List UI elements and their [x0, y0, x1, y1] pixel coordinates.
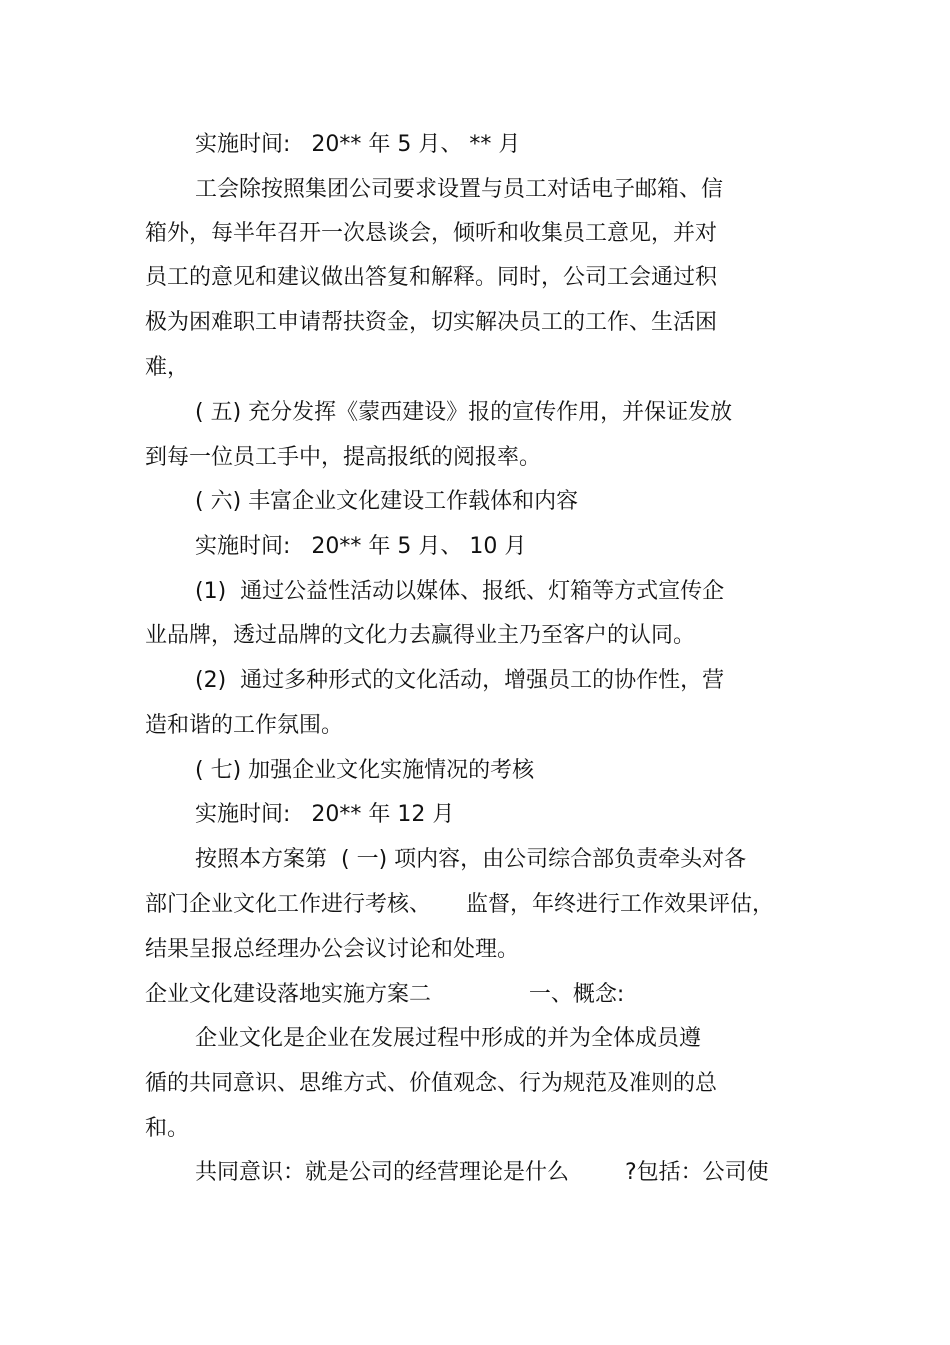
text-line: 实施时间: 20** 年 5 月、 10 月 [195, 534, 527, 559]
text-line: 到每一位员工手中，提高报纸的阅报率。 [145, 445, 542, 470]
text-line: 实施时间: 20** 年 5 月、 ** 月 [195, 132, 521, 157]
text-line: 极为困难职工申请帮扶资金，切实解决员工的工作、生活困 [145, 310, 718, 335]
text-line: ( 五) 充分发挥《蒙西建设》报的宣传作用，并保证发放 [195, 400, 733, 425]
text-line: 部门企业文化工作进行考核、 监督，年终进行工作效果评估， [145, 892, 774, 917]
text-line: ( 六) 丰富企业文化建设工作载体和内容 [195, 489, 579, 514]
text-line: 业品牌，透过品牌的文化力去赢得业主乃至客户的认同。 [145, 623, 696, 648]
text-line: 难， [145, 355, 190, 380]
text-line: 企业文化是企业在发展过程中形成的并为全体成员遵 [195, 1026, 702, 1051]
text-line: (2) 通过多种形式的文化活动，增强员工的协作性，营 [195, 668, 725, 693]
text-line: 结果呈报总经理办公会议讨论和处理。 [145, 937, 520, 962]
text-line: 员工的意见和建议做出答复和解释。同时，公司工会通过积 [145, 265, 718, 290]
text-line: 和。 [145, 1116, 190, 1141]
text-line: 共同意识：就是公司的经营理论是什么 ?包括：公司使 [195, 1160, 769, 1185]
text-line: 箱外，每半年召开一次恳谈会，倾听和收集员工意见，并对 [145, 221, 718, 246]
text-line: 循的共同意识、思维方式、价值观念、行为规范及准则的总 [145, 1071, 718, 1096]
text-line: 工会除按照集团公司要求设置与员工对话电子邮箱、信 [195, 177, 724, 202]
text-line: (1) 通过公益性活动以媒体、报纸、灯箱等方式宣传企 [195, 579, 725, 604]
text-line: 造和谐的工作氛围。 [145, 713, 344, 738]
text-line: 按照本方案第 ( 一) 项内容，由公司综合部负责牵头对各 [195, 847, 747, 872]
text-line: ( 七) 加强企业文化实施情况的考核 [195, 758, 535, 783]
section-title: 企业文化建设落地实施方案二 一、概念: [145, 982, 625, 1007]
text-line: 实施时间: 20** 年 12 月 [195, 802, 455, 827]
